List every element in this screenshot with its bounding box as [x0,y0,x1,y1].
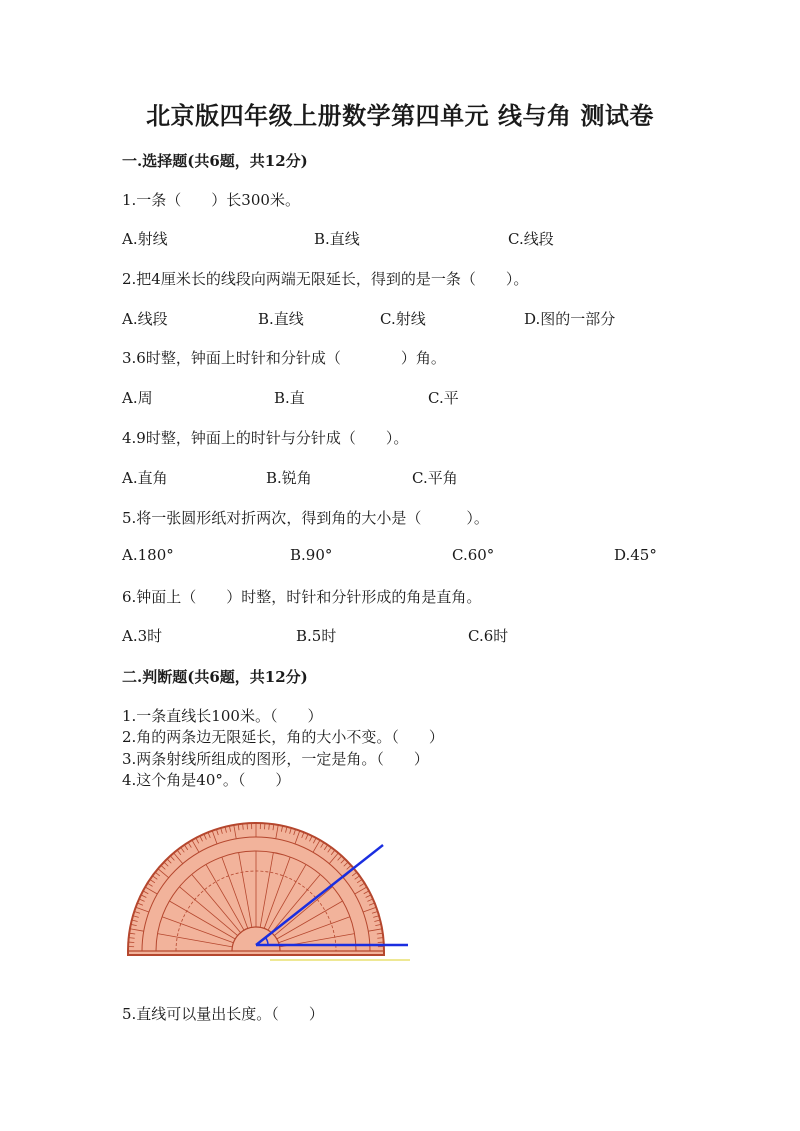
question-4: 4.9时整，钟面上的时针与分针成（ ）。 [122,429,409,447]
section1-heading: 一.选择题(共6题，共12分) [122,152,308,170]
q1-option-c: C.线段 [508,230,554,248]
q2-option-c: C.射线 [380,310,426,328]
question-6: 6.钟面上（ ）时整，时针和分针形成的角是直角。 [122,588,482,606]
protractor-body [128,823,384,955]
judge-4: 4.这个角是40°。（ ） [122,771,291,789]
q3-option-b: B.直 [274,389,305,407]
page-title: 北京版四年级上册数学第四单元 线与角 测试卷 [146,101,654,130]
q3-option-a: A.周 [122,389,153,407]
q5-option-a: A.180° [122,546,174,564]
q2-option-a: A.线段 [122,310,168,328]
section2-heading: 二.判断题(共6题，共12分) [122,668,308,686]
q5-option-c: C.60° [452,546,495,564]
question-3: 3.6时整，钟面上时针和分针成（ ）角。 [122,349,446,367]
q2-option-b: B.直线 [258,310,304,328]
q4-option-a: A.直角 [122,469,168,487]
q6-option-a: A.3时 [122,627,163,645]
judge-3: 3.两条射线所组成的图形，一定是角。（ ） [122,750,429,768]
judge-2: 2.角的两条边无限延长，角的大小不变。（ ） [122,728,444,746]
q2-option-d: D.图的一部分 [524,310,616,328]
judge-5: 5.直线可以量出长度。（ ） [122,1005,324,1023]
q5-option-d: D.45° [614,546,657,564]
q5-option-b: B.90° [290,546,333,564]
q3-option-c: C.平 [428,389,459,407]
q4-option-c: C.平角 [412,469,458,487]
question-5: 5.将一张圆形纸对折两次，得到角的大小是（ ）。 [122,509,489,527]
q6-option-c: C.6时 [468,627,509,645]
q4-option-b: B.锐角 [266,469,312,487]
q6-option-b: B.5时 [296,627,337,645]
question-1: 1.一条（ ）长300米。 [122,191,300,209]
protractor-figure [120,815,420,965]
question-2: 2.把4厘米长的线段向两端无限延长，得到的是一条（ ）。 [122,270,529,288]
q1-option-b: B.直线 [314,230,360,248]
judge-1: 1.一条直线长100米。（ ） [122,707,323,725]
q1-option-a: A.射线 [122,230,168,248]
